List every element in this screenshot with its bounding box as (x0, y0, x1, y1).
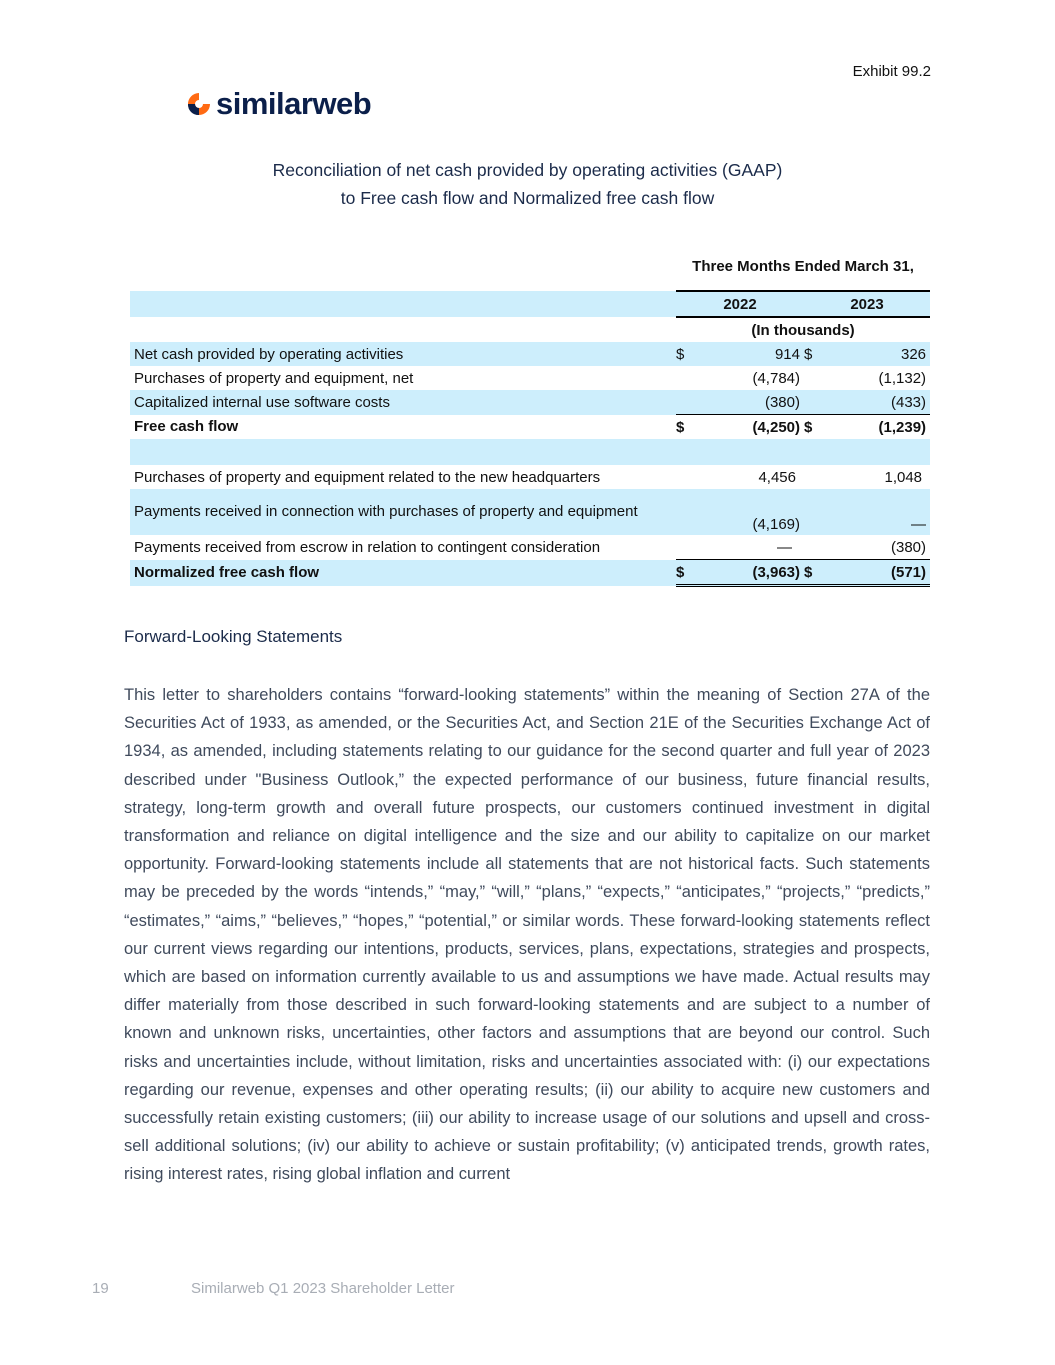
row-label: Payments received from escrow in relation to contingent consideration (134, 538, 601, 556)
table-row (130, 465, 930, 489)
value-2023: 326 (822, 342, 930, 366)
value-2022: (3,963) (694, 560, 804, 586)
section-heading: Forward-Looking Statements (124, 627, 343, 646)
currency-2023: $ (804, 342, 822, 366)
currency-2023 (804, 465, 822, 489)
currency-2022 (676, 366, 694, 390)
section-body: This letter to shareholders contains “forward-looking statements” within the meaning of Section 27A of the Securities Act of 1933, as amended, or the Securities Act, and Section 21E of the Securities Exchange Act of 1934, as amended, including statements relating to our guidance for the second quarter and full year of 2023 described under "Business Outlook,” the expected performance of our business, future financial results, strategy, long-term growth and overall future prospects, our customers continued investment in digital transformation and reliance on digital intelligence and the size and our ability to capitalize on our market opportunity. Forward-looking statements include all statements that are not historical facts. Such statements may be preceded by the words “intends,” “may,” “will,” “plans,” “expects,” “anticipates,” “projects,” “predicts,” “estimates,” “aims,” “believes,” “hopes,” “potential,” or similar words. These forward-looking statements reflect our current views regarding our intentions, products, services, plans, expectations, strategies and prospects, which are based on information currently available to us and assumptions we have made. Actual results may differ materially from those described in such forward-looking statements and are subject to a number of known and unknown risks, uncertainties, other factors and assumptions that are beyond our control. Such risks and uncertainties include, without limitation, risks and uncertainties associated with: (i) our expectations regarding our revenue, expenses and other operating results; (ii) our ability to acquire new customers and successfully retain existing customers; (iii) our ability to increase usage of our solutions and upsell and cross-sell additional solutions; (iv) our ability to achieve or sustain profitability; (v) anticipated trends, growth rates, rising interest rates, rising global inflation and current (124, 686, 930, 1184)
value-2023: — (822, 489, 930, 535)
units-row (130, 317, 930, 342)
table-row (130, 489, 930, 535)
period-header: Three Months Ended March 31, (692, 258, 914, 275)
table-title (0, 156, 1055, 212)
currency-2022: $ (676, 560, 694, 586)
title-line-1: Reconciliation of net cash provided by operating activities (GAAP) (272, 160, 783, 180)
row-label: Normalized free cash flow (130, 560, 676, 586)
value-2022: 4,456 (758, 468, 796, 486)
value-2022: (4,169) (694, 489, 804, 535)
value-2023: (1,132) (878, 369, 927, 387)
brand-logo (186, 86, 371, 122)
row-label: Free cash flow (134, 418, 239, 436)
units-label: (In thousands) (751, 321, 855, 339)
free-cash-flow-row (130, 415, 930, 440)
currency-2022 (676, 390, 694, 415)
value-2023: (433) (822, 390, 930, 415)
value-2023: 1,048 (884, 468, 923, 486)
year-2022: 2022 (676, 291, 804, 317)
spacer-row (130, 439, 930, 465)
value-2023: (380) (891, 538, 927, 556)
title-line-2: to Free cash flow and Normalized free cash flow (340, 188, 715, 208)
currency-2023: $ (804, 560, 822, 586)
value-2023: (571) (822, 560, 930, 586)
row-label: Payments received in connection with purchases of property and equipment (130, 489, 676, 535)
value-2022: (4,250) (694, 415, 804, 440)
period-header-row (130, 244, 930, 291)
table-row (130, 390, 930, 415)
currency-2023 (804, 535, 822, 560)
currency-2022 (676, 535, 694, 560)
value-2022: 914 (694, 342, 804, 366)
brand-name: similarweb (216, 86, 372, 121)
table-row (130, 535, 930, 560)
page-number: 19 (92, 1280, 109, 1297)
row-label: Purchases of property and equipment, net (134, 369, 414, 387)
value-2022: (4,784) (752, 369, 800, 387)
reconciliation-table (130, 244, 930, 587)
footer-title: Similarweb Q1 2023 Shareholder Letter (191, 1280, 455, 1297)
year-header-row (130, 291, 930, 317)
currency-2023 (804, 390, 822, 415)
row-label: Purchases of property and equipment related to the new headquarters (134, 468, 601, 486)
table-row (130, 366, 930, 390)
row-label: Capitalized internal use software costs (130, 390, 676, 415)
value-2023: (1,239) (822, 415, 930, 440)
currency-2023 (804, 366, 822, 390)
value-2022: (380) (694, 390, 804, 415)
table-row (130, 342, 930, 366)
normalized-free-cash-flow-row (130, 560, 930, 586)
currency-2022 (676, 489, 694, 535)
currency-2022 (676, 465, 694, 489)
row-label: Net cash provided by operating activities (130, 342, 676, 366)
year-2023: 2023 (804, 291, 930, 317)
currency-2022: $ (676, 342, 694, 366)
value-2022: — (777, 538, 792, 556)
currency-2023 (804, 489, 822, 535)
exhibit-label: Exhibit 99.2 (852, 63, 931, 80)
currency-2023: $ (804, 415, 822, 440)
currency-2022: $ (676, 415, 694, 440)
similarweb-logo-icon (186, 91, 212, 117)
